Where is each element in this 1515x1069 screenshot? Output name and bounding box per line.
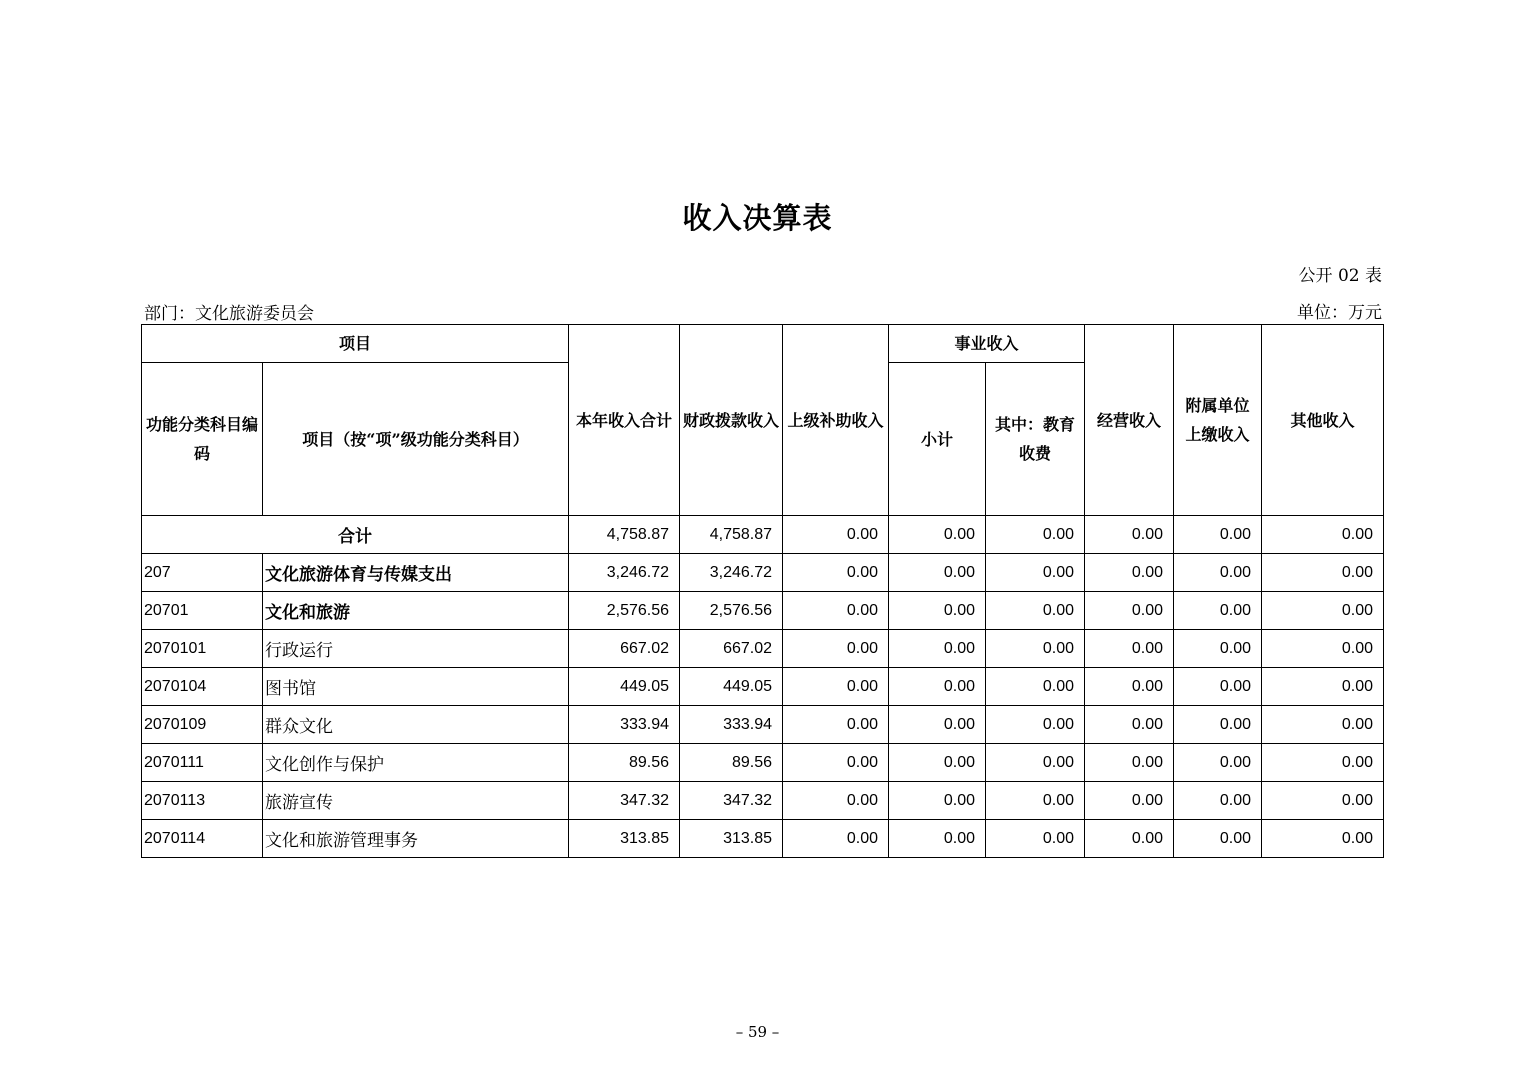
header-career-group: 事业收入 — [889, 325, 1085, 363]
row-value: 0.00 — [1174, 820, 1262, 858]
row-name: 文化和旅游管理事务 — [263, 820, 569, 858]
row-name: 图书馆 — [263, 668, 569, 706]
row-value: 0.00 — [986, 668, 1085, 706]
header-operating-income: 经营收入 — [1085, 325, 1174, 516]
header-row-top — [142, 325, 1384, 363]
row-code: 2070104 — [142, 668, 263, 706]
row-value: 0.00 — [1174, 744, 1262, 782]
row-value: 0.00 — [986, 744, 1085, 782]
total-cell: 0.00 — [986, 516, 1085, 554]
row-value: 0.00 — [783, 706, 889, 744]
row-value: 0.00 — [1085, 554, 1174, 592]
row-value: 0.00 — [1262, 706, 1384, 744]
row-value: 667.02 — [569, 630, 680, 668]
row-value: 313.85 — [680, 820, 783, 858]
row-value: 0.00 — [783, 744, 889, 782]
row-value: 0.00 — [783, 782, 889, 820]
page-title: 收入决算表 — [682, 201, 833, 235]
row-name: 行政运行 — [263, 630, 569, 668]
row-value: 347.32 — [569, 782, 680, 820]
row-value: 3,246.72 — [680, 554, 783, 592]
row-value: 2,576.56 — [680, 592, 783, 630]
form-code: 公开 02 表 — [1298, 266, 1382, 286]
row-value: 0.00 — [1262, 668, 1384, 706]
total-cell: 0.00 — [889, 516, 986, 554]
total-cell: 4,758.87 — [569, 516, 680, 554]
row-value: 2,576.56 — [569, 592, 680, 630]
row-code: 2070109 — [142, 706, 263, 744]
header-fiscal-income: 财政拨款收入 — [680, 325, 783, 516]
row-value: 0.00 — [1174, 782, 1262, 820]
row-value: 0.00 — [889, 554, 986, 592]
row-value: 667.02 — [680, 630, 783, 668]
header-career-subtotal: 小计 — [889, 363, 986, 516]
row-name: 文化和旅游 — [263, 592, 569, 630]
row-value: 0.00 — [1174, 706, 1262, 744]
row-value: 0.00 — [1085, 668, 1174, 706]
table-row — [142, 668, 1384, 706]
row-value: 0.00 — [783, 820, 889, 858]
row-value: 0.00 — [889, 630, 986, 668]
header-item-name: 项目（按“项”级功能分类科目） — [263, 363, 569, 516]
table-row — [142, 782, 1384, 820]
table-row — [142, 744, 1384, 782]
row-value: 0.00 — [986, 592, 1085, 630]
row-value: 0.00 — [1085, 706, 1174, 744]
total-cell: 0.00 — [1262, 516, 1384, 554]
data-rows — [142, 554, 1384, 858]
row-value: 0.00 — [1262, 630, 1384, 668]
row-value: 0.00 — [1085, 782, 1174, 820]
row-value: 333.94 — [569, 706, 680, 744]
row-code: 20701 — [142, 592, 263, 630]
unit-label: 单位：万元 — [1297, 303, 1382, 323]
page-number: – 59 – — [735, 1023, 780, 1041]
row-value: 0.00 — [783, 668, 889, 706]
total-cell: 4,758.87 — [680, 516, 783, 554]
row-value: 0.00 — [986, 630, 1085, 668]
row-value: 449.05 — [680, 668, 783, 706]
row-value: 0.00 — [783, 554, 889, 592]
row-value: 0.00 — [986, 554, 1085, 592]
total-row — [142, 516, 1384, 554]
row-value: 89.56 — [569, 744, 680, 782]
row-value: 0.00 — [889, 592, 986, 630]
header-total-income: 本年收入合计 — [569, 325, 680, 516]
row-value: 89.56 — [680, 744, 783, 782]
total-cell: 0.00 — [1174, 516, 1262, 554]
row-value: 0.00 — [986, 820, 1085, 858]
total-label: 合计 — [142, 516, 569, 554]
header-career-education: 其中：教育收费 — [986, 363, 1085, 516]
income-table — [141, 324, 1384, 858]
row-code: 2070111 — [142, 744, 263, 782]
row-value: 449.05 — [569, 668, 680, 706]
row-name: 旅游宣传 — [263, 782, 569, 820]
department-label: 部门：文化旅游委员会 — [144, 304, 314, 324]
row-value: 0.00 — [1262, 782, 1384, 820]
row-value: 313.85 — [569, 820, 680, 858]
row-value: 0.00 — [1174, 554, 1262, 592]
row-value: 0.00 — [1174, 592, 1262, 630]
header-affiliated-income: 附属单位上缴收入 — [1174, 325, 1262, 516]
row-value: 0.00 — [889, 820, 986, 858]
row-value: 0.00 — [889, 668, 986, 706]
row-code: 2070101 — [142, 630, 263, 668]
total-cell: 0.00 — [1085, 516, 1174, 554]
row-name: 文化创作与保护 — [263, 744, 569, 782]
total-cell: 0.00 — [783, 516, 889, 554]
row-value: 0.00 — [1262, 554, 1384, 592]
row-value: 347.32 — [680, 782, 783, 820]
row-name: 文化旅游体育与传媒支出 — [263, 554, 569, 592]
row-value: 0.00 — [1174, 630, 1262, 668]
header-superior-subsidy: 上级补助收入 — [783, 325, 889, 516]
table-row — [142, 592, 1384, 630]
row-value: 0.00 — [1085, 592, 1174, 630]
row-value: 0.00 — [1085, 820, 1174, 858]
row-value: 0.00 — [783, 630, 889, 668]
header-other-income: 其他收入 — [1262, 325, 1384, 516]
row-value: 0.00 — [986, 782, 1085, 820]
table-row — [142, 820, 1384, 858]
row-value: 0.00 — [1262, 744, 1384, 782]
row-value: 0.00 — [889, 706, 986, 744]
row-value: 0.00 — [889, 782, 986, 820]
header-item-group: 项目 — [142, 325, 569, 363]
row-name: 群众文化 — [263, 706, 569, 744]
row-value: 0.00 — [783, 592, 889, 630]
row-value: 3,246.72 — [569, 554, 680, 592]
row-code: 207 — [142, 554, 263, 592]
row-code: 2070114 — [142, 820, 263, 858]
table-row — [142, 554, 1384, 592]
row-value: 0.00 — [986, 706, 1085, 744]
row-value: 0.00 — [1174, 668, 1262, 706]
row-value: 333.94 — [680, 706, 783, 744]
row-value: 0.00 — [1085, 630, 1174, 668]
header-code: 功能分类科目编码 — [142, 363, 263, 516]
row-value: 0.00 — [1262, 820, 1384, 858]
row-value: 0.00 — [1262, 592, 1384, 630]
row-value: 0.00 — [1085, 744, 1174, 782]
table-row — [142, 706, 1384, 744]
table-row — [142, 630, 1384, 668]
row-value: 0.00 — [889, 744, 986, 782]
row-code: 2070113 — [142, 782, 263, 820]
